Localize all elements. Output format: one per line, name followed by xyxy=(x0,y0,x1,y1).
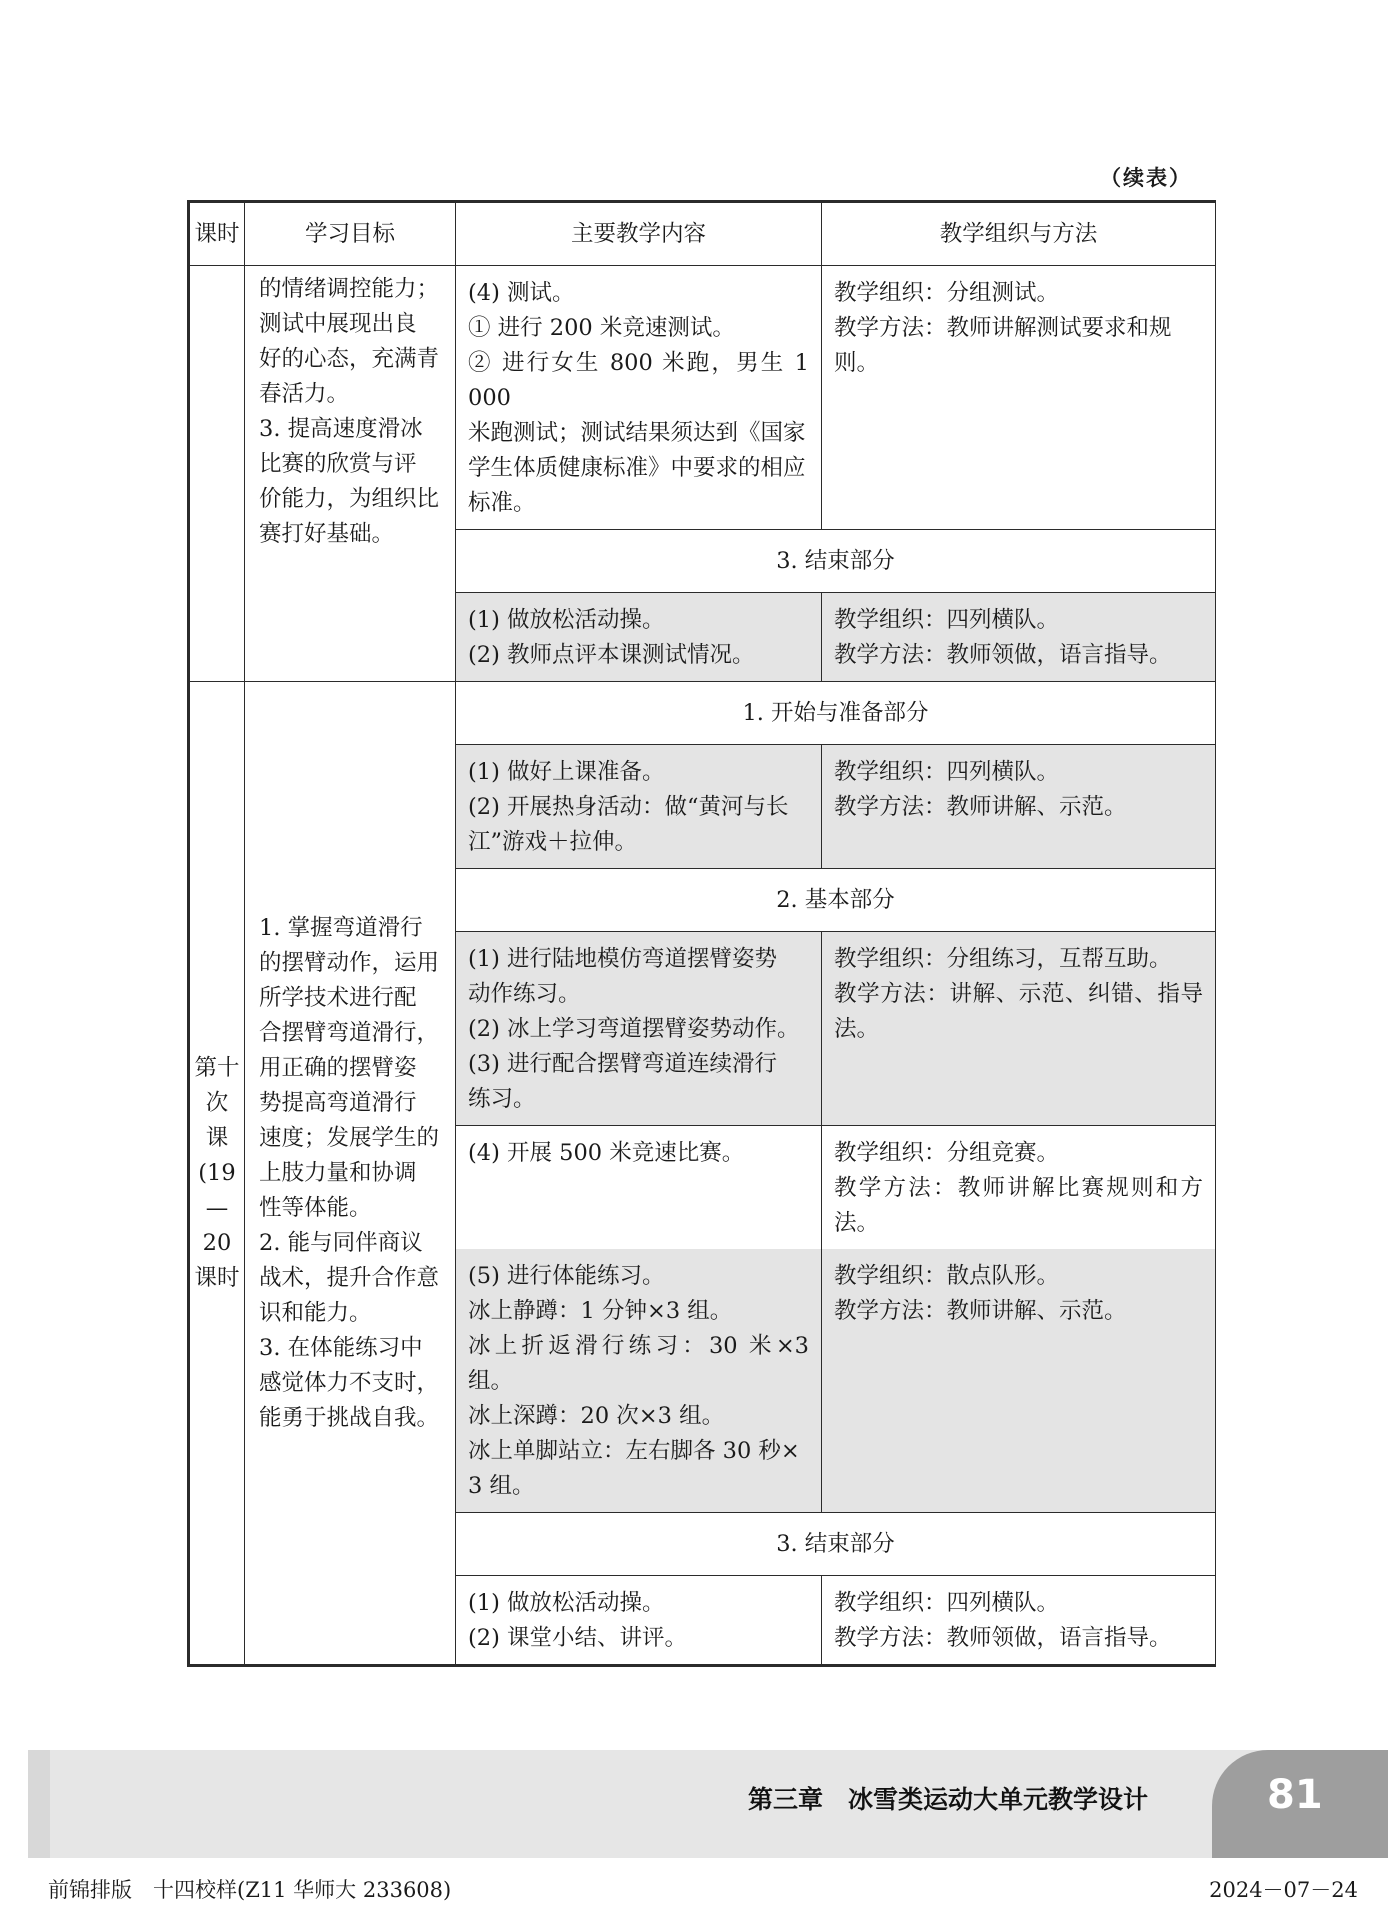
table-header-row xyxy=(189,202,1216,266)
text-line: (2) 教师点评本课测试情况。 xyxy=(468,642,755,668)
imprint-right: 2024－07－24 xyxy=(1209,1878,1358,1902)
text-line: 价能力，为组织比 xyxy=(259,486,440,512)
block1-end-content xyxy=(456,593,822,682)
text-line: 3. 在体能练习中 xyxy=(259,1334,423,1361)
text-line: 1. 掌握弯道滑行 xyxy=(259,914,423,941)
continued-label: （续表） xyxy=(1100,166,1192,190)
text-line: 战术，提升合作意 xyxy=(259,1264,440,1291)
text-line: 识和能力。 xyxy=(259,1299,372,1326)
text-line: 感觉体力不支时， xyxy=(259,1369,440,1396)
text-line: 练习。 xyxy=(468,1086,536,1112)
text-line: 好的心态，充满青 xyxy=(259,346,440,372)
block1-lesson-cell xyxy=(189,266,245,682)
text-line: 教学组织：四列横队。 xyxy=(834,1590,1060,1616)
footer-band xyxy=(28,1750,1388,1858)
block2-objectives xyxy=(245,682,456,1666)
text-line: (1) 做放松活动操。 xyxy=(468,1590,665,1616)
text-line: 测试中展现出良 xyxy=(259,311,417,337)
lesson-plan-table xyxy=(187,200,1216,1667)
text-line: 教学组织：散点队形。 xyxy=(834,1263,1060,1289)
text-line: 上肢力量和协调 xyxy=(259,1159,417,1186)
text-line: 的情绪调控能力； xyxy=(259,276,440,302)
text-line: 教学方法：教师讲解测试要求和规 xyxy=(834,315,1172,341)
text-line: 教学方法：教师领做，语言指导。 xyxy=(834,642,1172,668)
text-line: (2) 冰上学习弯道摆臂姿势动作。 xyxy=(468,1016,800,1042)
block1-objectives xyxy=(245,266,456,682)
text-line: 冰上静蹲：1 分钟×3 组。 xyxy=(468,1298,733,1324)
text-line: ② 进行女生 800 米跑，男生 1 000 xyxy=(468,350,809,411)
text-line: 教学组织：分组测试。 xyxy=(834,280,1060,306)
text-line: 第十 xyxy=(194,1054,240,1081)
text-line: 3. 提高速度滑冰 xyxy=(259,416,423,442)
block2-fitness-content xyxy=(456,1249,822,1513)
page-number: 81 xyxy=(1267,1772,1323,1818)
text-line: 合摆臂弯道滑行， xyxy=(259,1019,440,1046)
block2-start-content xyxy=(456,745,822,869)
text-line: 动作练习。 xyxy=(468,981,581,1007)
text-line: 教学组织：分组练习，互帮互助。 xyxy=(834,946,1172,972)
text-line: 冰上深蹲：20 次×3 组。 xyxy=(468,1403,725,1429)
page-number-tab xyxy=(1212,1750,1388,1858)
text-line: (4) 开展 500 米竞速比赛。 xyxy=(468,1140,745,1166)
block2-basic-method xyxy=(822,932,1216,1126)
text-line: 则。 xyxy=(834,350,880,376)
chapter-title: 第三章 冰雪类运动大单元教学设计 xyxy=(747,1785,1148,1814)
text-line: 次 xyxy=(205,1089,229,1116)
text-line: 用正确的摆臂姿 xyxy=(259,1054,417,1081)
text-line: 的摆臂动作，运用 xyxy=(259,949,440,976)
header-content: 主要教学内容 xyxy=(456,202,822,266)
text-line: 所学技术进行配 xyxy=(259,984,417,1011)
text-line: 速度；发展学生的 xyxy=(259,1124,440,1151)
text-line: (4) 测试。 xyxy=(468,280,575,306)
text-line: 教学方法：讲解、示范、纠错、指导法。 xyxy=(834,981,1203,1042)
text-line: 比赛的欣赏与评 xyxy=(259,451,417,477)
text-line: 教学方法：教师讲解、示范。 xyxy=(834,1298,1127,1324)
text-line: (2) 开展热身活动：做“黄河与长 xyxy=(468,794,789,820)
text-line: 教学组织：四列横队。 xyxy=(834,607,1060,633)
text-line: 性等体能。 xyxy=(259,1194,372,1221)
text-line: (1) 做好上课准备。 xyxy=(468,759,665,785)
block2-race-content xyxy=(456,1126,822,1250)
imprint-left: 前锦排版 十四校样(Z11 华师大 233608) xyxy=(48,1878,452,1902)
text-line: 春活力。 xyxy=(259,381,350,407)
block2-end-content xyxy=(456,1576,822,1666)
text-line: 教学组织：四列横队。 xyxy=(834,759,1060,785)
text-line: 冰上折返滑行练习：30 米×3 组。 xyxy=(468,1333,809,1394)
text-line: 势提高弯道滑行 xyxy=(259,1089,417,1116)
text-line: (3) 进行配合摆臂弯道连续滑行 xyxy=(468,1051,778,1077)
header-objectives: 学习目标 xyxy=(245,202,456,266)
block2-lesson-cell xyxy=(189,682,245,1666)
text-line: 3 组。 xyxy=(468,1473,535,1499)
text-line: (5) 进行体能练习。 xyxy=(468,1263,665,1289)
text-line: 能勇于挑战自我。 xyxy=(259,1404,440,1431)
text-line: (1) 做放松活动操。 xyxy=(468,607,665,633)
text-line: 教学方法：教师讲解比赛规则和方法。 xyxy=(834,1175,1203,1236)
text-line: (2) 课堂小结、讲评。 xyxy=(468,1625,688,1651)
block2-start-method xyxy=(822,745,1216,869)
block1-end-section-title: 3. 结束部分 xyxy=(456,530,1216,593)
text-line: (1) 进行陆地模仿弯道摆臂姿势 xyxy=(468,946,778,972)
block2-race-method xyxy=(822,1126,1216,1250)
text-line: 米跑测试；测试结果须达到《国家 xyxy=(468,420,806,446)
block1-test-content xyxy=(456,266,822,530)
block2-basic-section-title: 2. 基本部分 xyxy=(456,869,1216,932)
text-line: 江”游戏＋拉伸。 xyxy=(468,829,638,855)
text-line: 教学方法：教师领做，语言指导。 xyxy=(834,1625,1172,1651)
block2-end-method xyxy=(822,1576,1216,1666)
block2-start-section-title: 1. 开始与准备部分 xyxy=(456,682,1216,745)
text-line: 课时 xyxy=(194,1264,240,1291)
block1-test-method xyxy=(822,266,1216,530)
block2-start-section-row xyxy=(189,682,1216,745)
block1-test-row xyxy=(189,266,1216,530)
text-line: ① 进行 200 米竞速测试。 xyxy=(468,315,735,341)
text-line: 冰上单脚站立：左右脚各 30 秒× xyxy=(468,1438,800,1464)
block2-end-section-title: 3. 结束部分 xyxy=(456,1513,1216,1576)
block2-basic-content xyxy=(456,932,822,1126)
text-line: 教学方法：教师讲解、示范。 xyxy=(834,794,1127,820)
text-line: 2. 能与同伴商议 xyxy=(259,1229,423,1256)
text-line: —20 xyxy=(202,1194,232,1256)
footer-edge xyxy=(28,1750,50,1858)
header-method: 教学组织与方法 xyxy=(822,202,1216,266)
header-lesson: 课时 xyxy=(189,202,245,266)
text-line: 学生体质健康标准》中要求的相应 xyxy=(468,455,806,481)
text-line: 教学组织：分组竞赛。 xyxy=(834,1140,1060,1166)
text-line: 赛打好基础。 xyxy=(259,521,395,547)
text-line: 标准。 xyxy=(468,490,536,516)
block1-end-method xyxy=(822,593,1216,682)
block2-fitness-method xyxy=(822,1249,1216,1513)
text-line: 课(19 xyxy=(198,1124,236,1186)
